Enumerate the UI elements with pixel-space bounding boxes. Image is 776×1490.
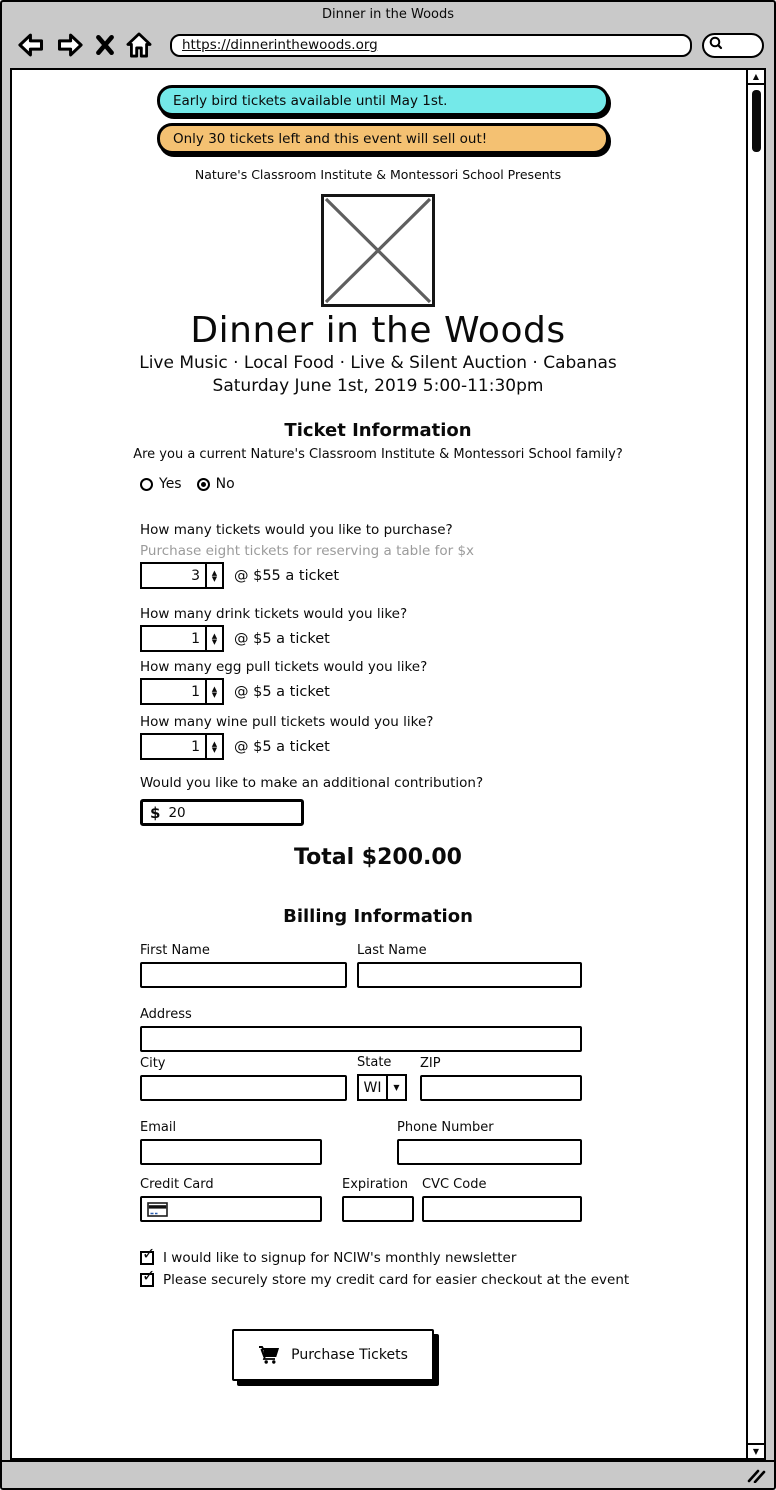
scrollbar[interactable] (746, 70, 764, 1458)
address-field[interactable] (140, 1026, 582, 1052)
event-datetime: Saturday June 1st, 2019 5:00-11:30pm (212, 376, 544, 396)
window-title: Dinner in the Woods (321, 7, 455, 22)
home-icon[interactable] (125, 30, 153, 60)
alert-early-bird (157, 85, 609, 116)
wine-pull-quantity-input[interactable] (140, 733, 224, 760)
radio-no[interactable] (197, 476, 235, 492)
stepper-up-icon[interactable]: ▲ (211, 631, 218, 640)
zip-field[interactable] (420, 1075, 582, 1101)
alert-tickets-left (157, 123, 609, 154)
stepper-up-icon[interactable]: ▲ (211, 568, 218, 577)
alert-early-bird-text: Early bird tickets available until May 1st. (173, 92, 448, 109)
page-viewport (10, 68, 766, 1460)
phone-number-field[interactable] (397, 1139, 582, 1165)
last-name-field[interactable] (357, 962, 582, 988)
ticket-information-heading: Ticket Information (284, 420, 472, 441)
phone-number-label: Phone Number (397, 1120, 494, 1135)
contribution-question: Would you like to make an additional contribution? (140, 775, 484, 791)
wine-pull-tickets-question: How many wine pull tickets would you like? (140, 714, 434, 730)
stepper-down-icon[interactable]: ▼ (211, 574, 218, 583)
total-amount: Total $200.00 (294, 845, 462, 870)
newsletter-checkbox-row[interactable] (140, 1244, 744, 1267)
first-name-field[interactable] (140, 962, 347, 988)
table-reservation-hint: Purchase eight tickets for reserving a table for $x (140, 543, 475, 559)
drink-tickets-stepper[interactable] (205, 627, 222, 650)
back-icon[interactable] (16, 31, 46, 59)
store-card-checkbox-row[interactable] (140, 1266, 744, 1289)
url-text: https://dinnerinthewoods.org (182, 37, 378, 53)
last-name-label: Last Name (357, 943, 427, 958)
checkmark-icon: ✓ (142, 1244, 156, 1263)
tickets-question: How many tickets would you like to purchase? (140, 522, 453, 538)
scrollbar-thumb[interactable] (752, 90, 761, 152)
drink-tickets-price-label: @ $5 a ticket (234, 630, 330, 647)
city-label: City (140, 1056, 166, 1071)
radio-yes[interactable] (140, 476, 182, 492)
checkmark-icon: ✓ (142, 1266, 156, 1285)
search-icon (708, 35, 724, 55)
scroll-down-button[interactable] (748, 1443, 764, 1458)
state-label: State (357, 1055, 392, 1070)
stepper-up-icon[interactable]: ▲ (211, 684, 218, 693)
credit-card-field[interactable] (140, 1196, 322, 1222)
tickets-quantity-input[interactable] (140, 562, 224, 589)
store-card-checkbox-label: Please securely store my credit card for easier checkout at the event (163, 1272, 630, 1288)
currency-symbol: $ (150, 803, 161, 822)
ticket-form-column (140, 522, 592, 826)
egg-pull-quantity-value: 1 (191, 683, 200, 700)
egg-pull-tickets-question: How many egg pull tickets would you like? (140, 659, 428, 675)
tickets-quantity-value: 3 (191, 567, 200, 584)
expiration-field[interactable] (342, 1196, 414, 1222)
tickets-price-label: @ $55 a ticket (234, 567, 340, 584)
event-tagline: Live Music · Local Food · Live & Silent Auction · Cabanas (139, 353, 617, 373)
first-name-label: First Name (140, 943, 210, 958)
radio-yes-circle-icon (140, 478, 153, 491)
purchase-tickets-button[interactable] (232, 1329, 434, 1381)
drink-tickets-question: How many drink tickets would you like? (140, 606, 408, 622)
radio-yes-label: Yes (159, 476, 182, 492)
browser-toolbar (2, 25, 774, 65)
radio-no-label: No (215, 476, 235, 492)
address-label: Address (140, 1007, 192, 1022)
wine-pull-stepper[interactable] (205, 735, 222, 758)
wine-pull-quantity-value: 1 (191, 738, 200, 755)
scroll-down-icon: ▼ (752, 1446, 760, 1456)
store-card-checkbox[interactable] (140, 1266, 156, 1287)
email-field[interactable] (140, 1139, 322, 1165)
forward-icon[interactable] (55, 31, 85, 59)
zip-label: ZIP (420, 1056, 441, 1071)
expiration-label: Expiration (342, 1177, 408, 1192)
purchase-tickets-label: Purchase Tickets (291, 1347, 408, 1363)
dropdown-arrow-icon[interactable]: ▼ (393, 1083, 400, 1092)
stepper-down-icon[interactable]: ▼ (211, 745, 218, 754)
resize-grip-icon[interactable] (745, 1467, 767, 1483)
presenter-line: Nature's Classroom Institute & Montessori School Presents (194, 167, 562, 182)
newsletter-checkbox[interactable] (140, 1244, 156, 1265)
email-label: Email (140, 1120, 177, 1135)
credit-card-icon (147, 1202, 168, 1217)
city-field[interactable] (140, 1075, 347, 1101)
drink-tickets-quantity-input[interactable] (140, 625, 224, 652)
scroll-up-button[interactable] (748, 70, 764, 85)
egg-pull-quantity-input[interactable] (140, 678, 224, 705)
stepper-up-icon[interactable]: ▲ (211, 739, 218, 748)
alert-tickets-left-text: Only 30 tickets left and this event will sell out! (173, 130, 488, 147)
credit-card-label: Credit Card (140, 1177, 214, 1192)
drink-tickets-quantity-value: 1 (191, 630, 200, 647)
page-title: Dinner in the Woods (190, 310, 566, 351)
stepper-down-icon[interactable]: ▼ (211, 690, 218, 699)
window-titlebar (2, 2, 774, 27)
state-select[interactable] (357, 1074, 407, 1101)
cart-icon (258, 1345, 282, 1365)
family-radio-group (140, 476, 744, 492)
search-input[interactable] (702, 33, 764, 58)
egg-pull-stepper[interactable] (205, 680, 222, 703)
cvc-code-label: CVC Code (422, 1177, 487, 1192)
contribution-input[interactable] (140, 799, 304, 826)
billing-information-heading: Billing Information (283, 906, 473, 927)
scroll-up-icon: ▲ (752, 71, 760, 81)
event-image-placeholder (321, 194, 435, 307)
state-selected-value: WI (359, 1076, 388, 1099)
stepper-down-icon[interactable]: ▼ (211, 637, 218, 646)
radio-no-circle-icon (197, 478, 210, 491)
cvc-code-field[interactable] (422, 1196, 582, 1222)
family-question: Are you a current Nature's Classroom Institute & Montessori School family? (133, 447, 623, 462)
contribution-value: 20 (168, 804, 186, 821)
tickets-stepper[interactable] (205, 564, 222, 587)
egg-pull-price-label: @ $5 a ticket (234, 683, 330, 700)
wine-pull-price-label: @ $5 a ticket (234, 738, 330, 755)
newsletter-checkbox-label: I would like to signup for NCIW's monthly newsletter (163, 1250, 517, 1266)
window-statusbar (2, 1460, 774, 1488)
image-placeholder-x-icon (324, 197, 432, 304)
url-input[interactable] (170, 34, 692, 57)
page-content (12, 70, 744, 1458)
close-icon[interactable] (94, 33, 116, 57)
